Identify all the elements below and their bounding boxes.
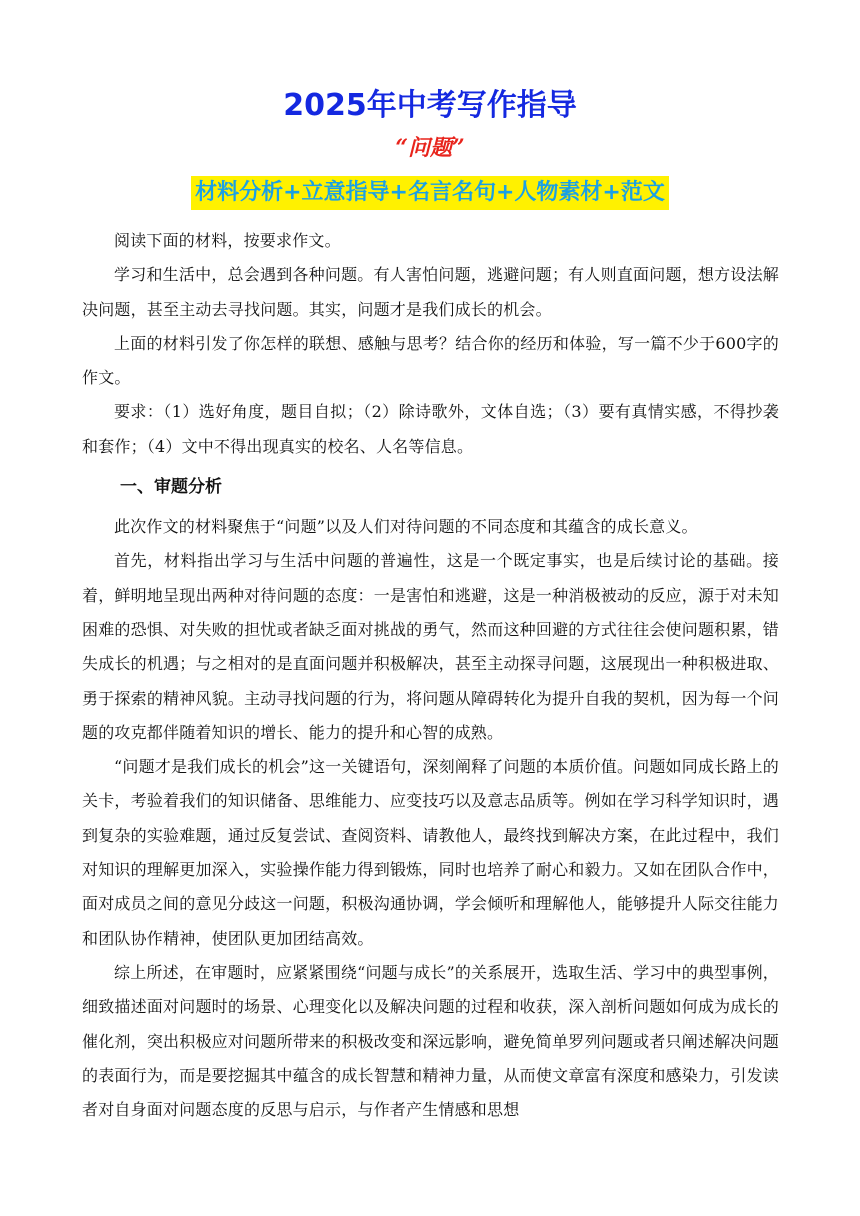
prompt-requirements: 要求：（1）选好角度，题目自拟；（2）除诗歌外，文体自选；（3）要有真情实感，不得抄袭和套作；（4）文中不得出现真实的校名、人名等信息。 — [82, 402, 779, 456]
section-heading: 一、审题分析 — [120, 477, 222, 498]
prompt-material: 学习和生活中，总会遇到各种问题。有人害怕问题，逃避问题；有人则直面问题，想方设法解决问题，甚至主动去寻找问题。其实，问题才是我们成长的机会。 — [82, 265, 779, 319]
banner-container — [0, 176, 860, 210]
document-body — [82, 224, 779, 1127]
highlight-banner: 材料分析+立意指导+名言名句+人物素材+范文 — [191, 176, 669, 210]
prompt-task: 上面的材料引发了你怎样的联想、感触与思考？结合你的经历和体验，写一篇不少于600字的作文。 — [82, 333, 779, 388]
prompt-instruction: 阅读下面的材料，按要求作文。 — [114, 231, 341, 250]
analysis-paragraph: “问题才是我们成长的机会”这一关键语句，深刻阐释了问题的本质价值。问题如同成长路上的关卡，考验着我们的知识储备、思维能力、应变技巧以及意志品质等。例如在学习科学知识时，遇到复杂的实验难题，通过反复尝试、查阅资料、请教他人，最终找到解决方案，在此过程中，我们对知识的理解更加深入，实验操作能力得到锻炼，同时也培养了耐心和毅力。又如在团队合作中，面对成员之间的意见分歧这一问题，积极沟通协调，学会倾听和理解他人，能够提升人际交往能力和团队协作精神，使团队更加团结高效。 — [82, 757, 779, 948]
document-subtitle: “问题” — [395, 135, 465, 161]
analysis-paragraph: 综上所述，在审题时，应紧紧围绕“问题与成长”的关系展开，选取生活、学习中的典型事例，细致描述面对问题时的场景、心理变化以及解决问题的过程和收获，深入剖析问题如何成为成长的催化剂，突出积极应对问题所带来的积极改变和深远影响，避免简单罗列问题或者只阐述解决问题的表面行为，而是要挖掘其中蕴含的成长智慧和精神力量，从而使文章富有深度和感染力，引发读者对自身面对问题态度的反思与启示，与作者产生情感和思想 — [82, 962, 779, 1120]
analysis-paragraph: 此次作文的材料聚焦于“问题”以及人们对待问题的不同态度和其蕴含的成长意义。 — [114, 517, 698, 537]
document-title: 2025年中考写作指导 — [283, 88, 577, 123]
analysis-paragraph: 首先，材料指出学习与生活中问题的普遍性，这是一个既定事实，也是后续讨论的基础。接着，鲜明地呈现出两种对待问题的态度：一是害怕和逃避，这是一种消极被动的反应，源于对未知困难的恐惧、对失败的担忧或者缺乏面对挑战的勇气，然而这种回避的方式往往会使问题积累，错失成长的机遇；与之相对的是直面问题并积极解决，甚至主动探寻问题，这展现出一种积极进取、勇于探索的精神风貌。主动寻找问题的行为，将问题从障碍转化为提升自我的契机，因为每一个问题的攻克都伴随着知识的增长、能力的提升和心智的成熟。 — [82, 551, 779, 742]
